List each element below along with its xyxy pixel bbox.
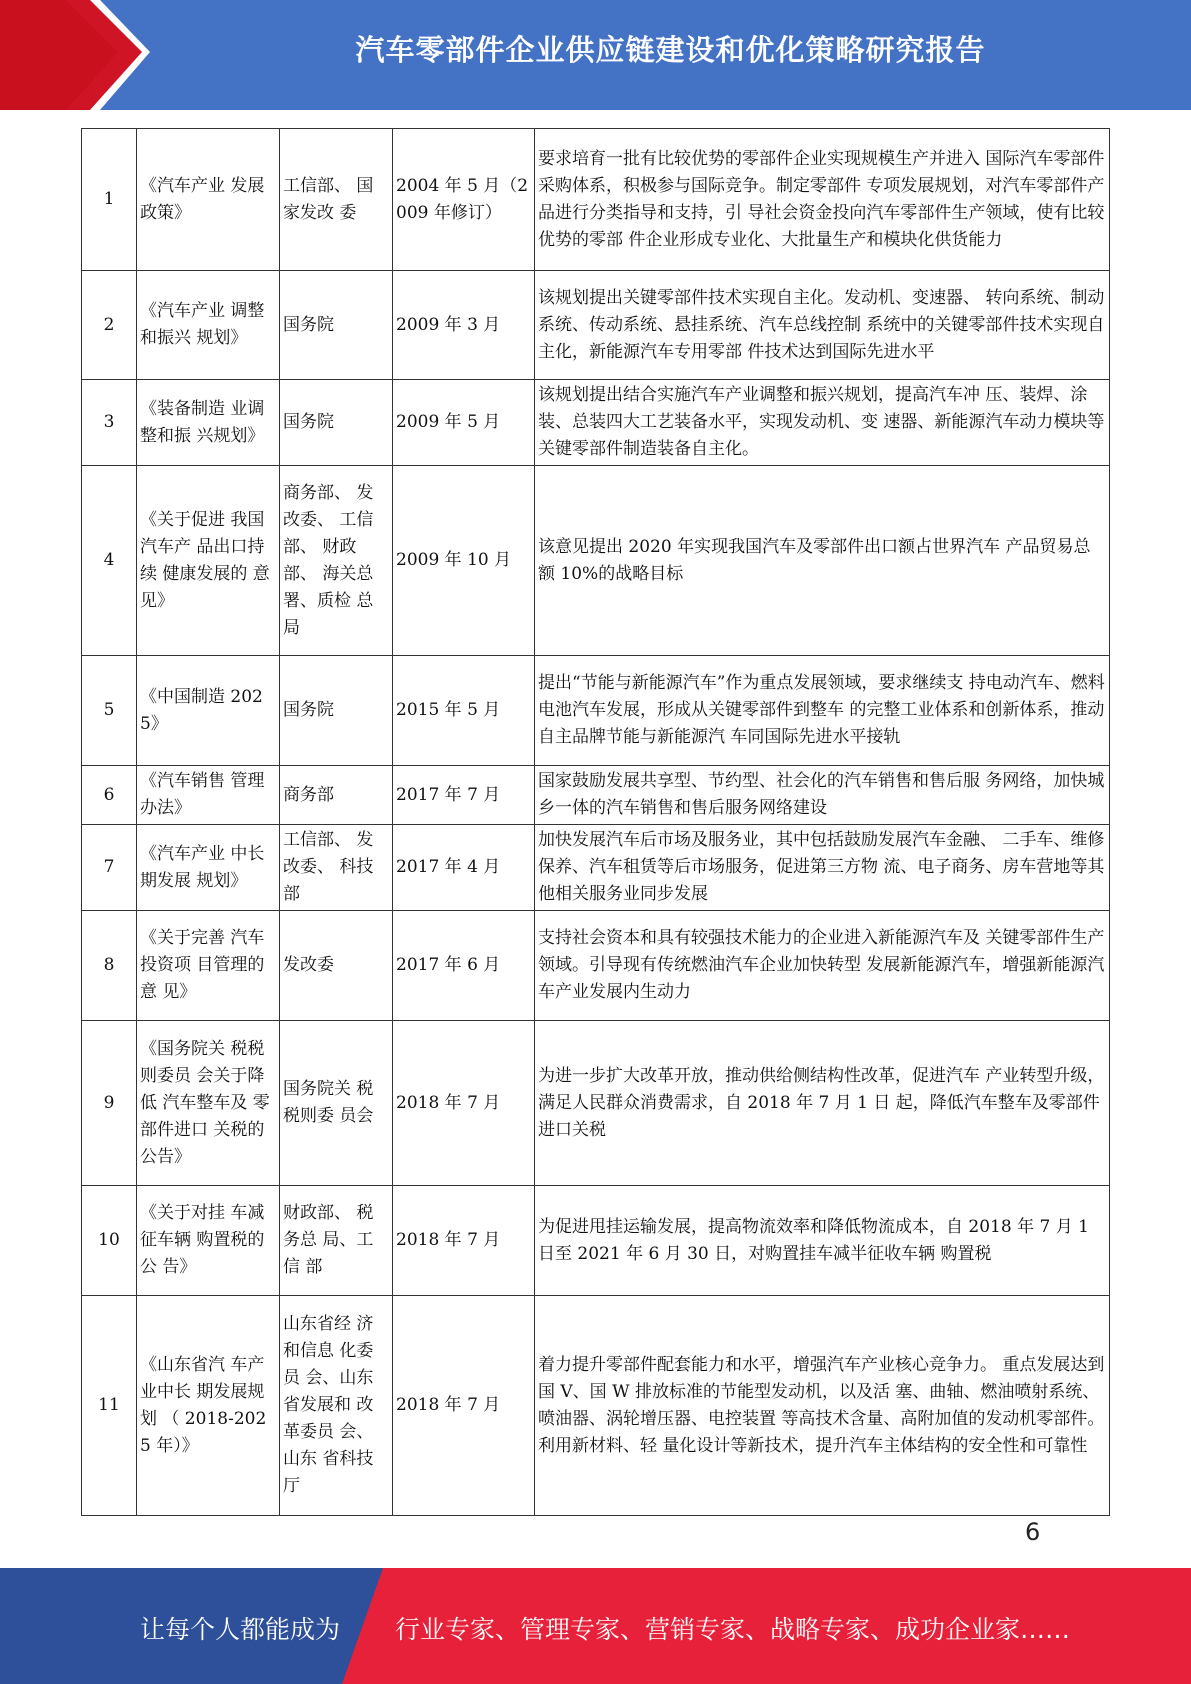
- table-row: [82, 1021, 1110, 1186]
- cell-department: 国务院: [280, 656, 393, 766]
- cell-date: 2017 年 6 月: [393, 911, 535, 1021]
- cell-policy-name: 《汽车产业 调整和振兴 规划》: [137, 271, 280, 380]
- table-row: [82, 1296, 1110, 1516]
- cell-date: 2009 年 10 月: [393, 466, 535, 656]
- cell-date: 2018 年 7 月: [393, 1296, 535, 1516]
- cell-content: 为促进甩挂运输发展，提高物流效率和降低物流成本，自 2018 年 7 月 1 日至 2021 年 6 月 30 日，对购置挂车减半征收车辆 购置税: [535, 1186, 1110, 1296]
- cell-content: 该规划提出关键零部件技术实现自主化。发动机、变速器、 转向系统、制动系统、传动系统、悬挂系统、汽车总线控制 系统中的关键零部件技术实现自主化，新能源汽车专用零部 件技术达到国际先进水平: [535, 271, 1110, 380]
- cell-content: 为进一步扩大改革开放，推动供给侧结构性改革，促进汽车 产业转型升级，满足人民群众消费需求，自 2018 年 7 月 1 日 起，降低汽车整车及零部件进口关税: [535, 1021, 1110, 1186]
- cell-number: 8: [82, 911, 137, 1021]
- cell-policy-name: 《国务院关 税税则委员 会关于降低 汽车整车及 零部件进口 关税的公告》: [137, 1021, 280, 1186]
- cell-content: 支持社会资本和具有较强技术能力的企业进入新能源汽车及 关键零部件生产领域。引导现有传统燃油汽车企业加快转型 发展新能源汽车，增强新能源汽车产业发展内生动力: [535, 911, 1110, 1021]
- cell-content: 该意见提出 2020 年实现我国汽车及零部件出口额占世界汽车 产品贸易总额 10%的战略目标: [535, 466, 1110, 656]
- report-title: 汽车零部件企业供应链建设和优化策略研究报告: [355, 33, 986, 67]
- cell-content: 该规划提出结合实施汽车产业调整和振兴规划，提高汽车冲 压、装焊、涂装、总装四大工艺装备水平，实现发动机、变 速器、新能源汽车动力模块等关键零部件制造装备自主化。: [535, 380, 1110, 466]
- cell-department: 发改委: [280, 911, 393, 1021]
- table-row: [82, 911, 1110, 1021]
- cell-content: 要求培育一批有比较优势的零部件企业实现规模生产并进入 国际汽车零部件采购体系，积极参与国际竞争。制定零部件 专项发展规划，对汽车零部件产品进行分类指导和支持，引 导社会资金投向汽车零部件生产领域，使有比较优势的零部 件企业形成专业化、大批量生产和模块化供货能力: [535, 129, 1110, 271]
- cell-department: 工信部、 发改委、 科技部: [280, 825, 393, 911]
- page-number: 6: [1025, 1518, 1041, 1546]
- cell-department: 国务院: [280, 380, 393, 466]
- cell-date: 2017 年 7 月: [393, 766, 535, 825]
- cell-department: 国务院关 税税则委 员会: [280, 1021, 393, 1186]
- cell-date: 2004 年 5 月（2009 年修订）: [393, 129, 535, 271]
- cell-policy-name: 《汽车产业 发展政策》: [137, 129, 280, 271]
- cell-date: 2018 年 7 月: [393, 1021, 535, 1186]
- cell-policy-name: 《关于促进 我国汽车产 品出口持续 健康发展的 意见》: [137, 466, 280, 656]
- cell-number: 2: [82, 271, 137, 380]
- footer-slogan-left: 让每个人都能成为: [140, 1615, 341, 1644]
- page-footer: [0, 1568, 1191, 1684]
- cell-date: 2017 年 4 月: [393, 825, 535, 911]
- table-row: [82, 129, 1110, 271]
- cell-date: 2018 年 7 月: [393, 1186, 535, 1296]
- cell-number: 5: [82, 656, 137, 766]
- cell-number: 7: [82, 825, 137, 911]
- cell-number: 1: [82, 129, 137, 271]
- table-row: [82, 1186, 1110, 1296]
- policy-table: [81, 128, 1110, 1516]
- table-row: [82, 380, 1110, 466]
- table-row: [82, 766, 1110, 825]
- table-row: [82, 825, 1110, 911]
- cell-department: 商务部、 发改委、 工信部、 财政部、 海关总署、质检 总局: [280, 466, 393, 656]
- cell-content: 着力提升零部件配套能力和水平，增强汽车产业核心竞争力。 重点发展达到国 V、国 W 排放标准的节能型发动机，以及活 塞、曲轴、燃油喷射系统、喷油器、涡轮增压器、电控装置 等高技术含量、高附加值的发动机零部件。利用新材料、轻 量化设计等新技术，提升汽车主体结构的安全性和可靠性: [535, 1296, 1110, 1516]
- cell-policy-name: 《山东省汽 车产业中长 期发展规划 （ 2018-2025 年）》: [137, 1296, 280, 1516]
- cell-date: 2015 年 5 月: [393, 656, 535, 766]
- cell-number: 10: [82, 1186, 137, 1296]
- cell-policy-name: 《关于对挂 车减征车辆 购置税的公 告》: [137, 1186, 280, 1296]
- cell-number: 4: [82, 466, 137, 656]
- cell-policy-name: 《汽车产业 中长期发展 规划》: [137, 825, 280, 911]
- cell-policy-name: 《中国制造 2025》: [137, 656, 280, 766]
- cell-department: 商务部: [280, 766, 393, 825]
- cell-policy-name: 《汽车销售 管理办法》: [137, 766, 280, 825]
- cell-policy-name: 《关于完善 汽车投资项 目管理的意 见》: [137, 911, 280, 1021]
- cell-number: 11: [82, 1296, 137, 1516]
- cell-content: 国家鼓励发展共享型、节约型、社会化的汽车销售和售后服 务网络，加快城乡一体的汽车销售和售后服务网络建设: [535, 766, 1110, 825]
- table-row: [82, 271, 1110, 380]
- cell-number: 6: [82, 766, 137, 825]
- cell-department: 财政部、 税务总 局、工信 部: [280, 1186, 393, 1296]
- cell-date: 2009 年 5 月: [393, 380, 535, 466]
- footer-slogan-right: 行业专家、管理专家、营销专家、战略专家、成功企业家……: [395, 1615, 1071, 1644]
- page-header: [0, 0, 1191, 110]
- cell-department: 国务院: [280, 271, 393, 380]
- table-row: [82, 656, 1110, 766]
- cell-policy-name: 《装备制造 业调整和振 兴规划》: [137, 380, 280, 466]
- cell-number: 9: [82, 1021, 137, 1186]
- cell-department: 山东省经 济和信息 化委员 会、山东 省发展和 改革委员 会、山东 省科技厅: [280, 1296, 393, 1516]
- cell-content: 提出“节能与新能源汽车”作为重点发展领域，要求继续支 持电动汽车、燃料电池汽车发展，形成从关键零部件到整车 的完整工业体系和创新体系，推动自主品牌节能与新能源汽 车同国际先进水平接轨: [535, 656, 1110, 766]
- cell-department: 工信部、 国家发改 委: [280, 129, 393, 271]
- table-row: [82, 466, 1110, 656]
- cell-date: 2009 年 3 月: [393, 271, 535, 380]
- cell-content: 加快发展汽车后市场及服务业，其中包括鼓励发展汽车金融、 二手车、维修保养、汽车租赁等后市场服务，促进第三方物 流、电子商务、房车营地等其他相关服务业同步发展: [535, 825, 1110, 911]
- cell-number: 3: [82, 380, 137, 466]
